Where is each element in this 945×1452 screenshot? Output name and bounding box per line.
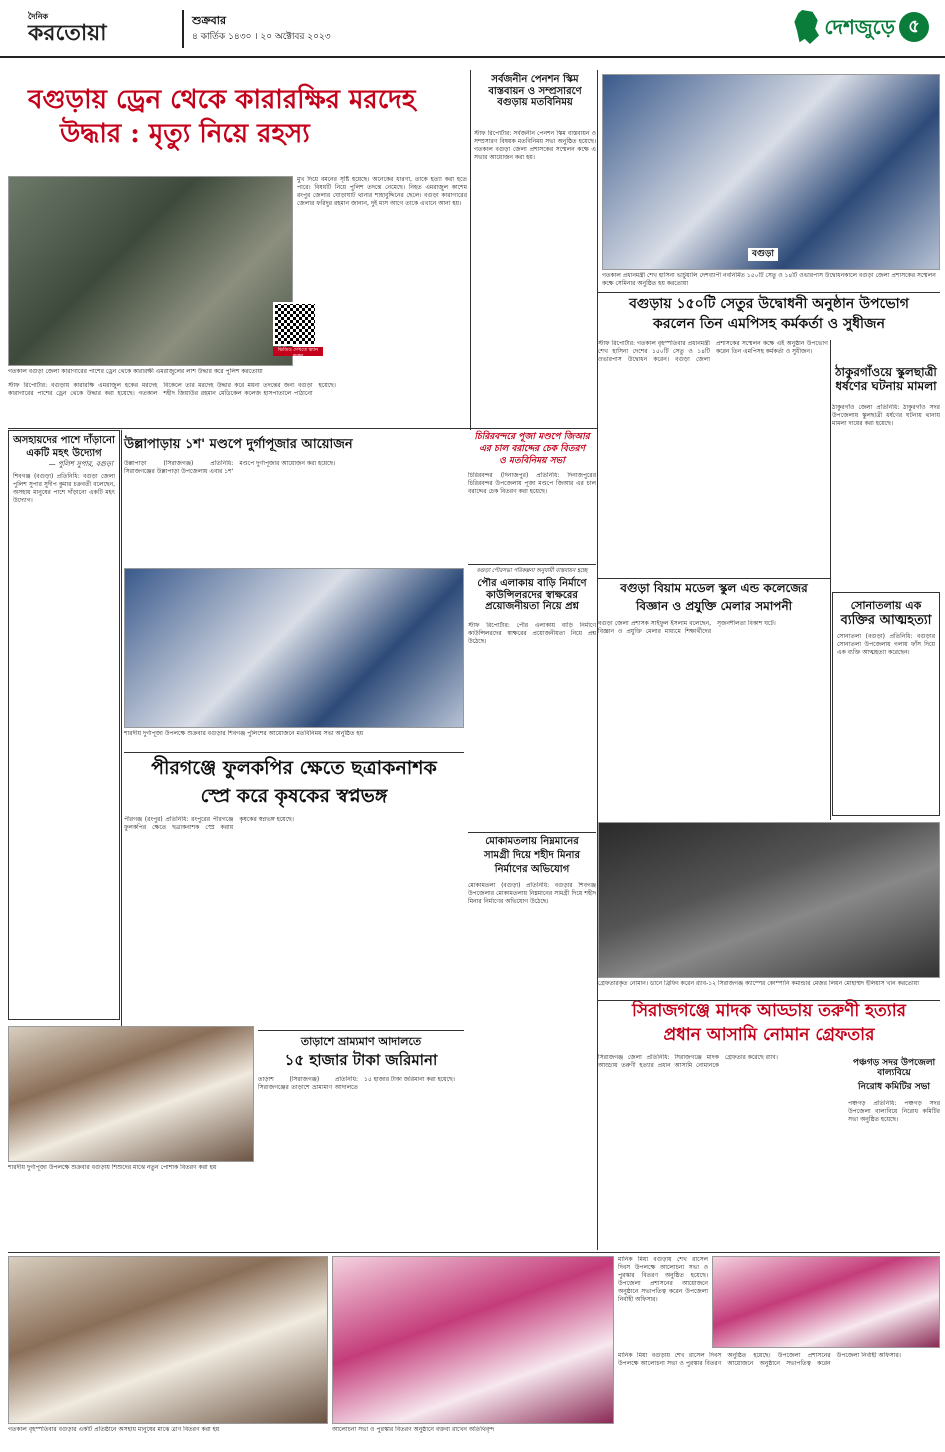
helpless-byline: — পুলিশ সুপার, বগুড়া <box>48 460 113 468</box>
paper-small-label: দৈনিক <box>28 12 49 21</box>
column-rule <box>470 70 471 430</box>
sirajganj-headline-1: সিরাজগঞ্জে মাদক আড্ডায় তরুণী হত্যার <box>631 1001 907 1021</box>
row-rule <box>598 292 940 293</box>
science-headline-2: বিজ্ঞান ও প্রযুক্তি মেলার সমাপনী <box>635 599 793 613</box>
science-body: বগুড়া জেলা প্রশাসক সাইফুল ইসলাম বলেছেন, বিজ্ঞান ও প্রযুক্তি মেলার মাধ্যমে শিক্ষার্থীদের সৃজনশীলতা বিকাশ ঘটে। <box>598 620 776 636</box>
row-rule <box>468 832 596 833</box>
lead-photo <box>8 176 293 366</box>
seminar-photo-caption: আলোচনা সভা ও পুরস্কার বিতরণ অনুষ্ঠানে বক্তব্য রাখেন অতিথিবৃন্দ <box>332 1426 495 1433</box>
sonatola-box <box>832 592 940 816</box>
thakurgaon-body: ঠাকুরগাঁও জেলা প্রতিনিধি: ঠাকুরগাঁও সদর উপজেলায় স্কুলছাত্রী ধর্ষণের ঘটনায় থানায় মামলা দায়ের করা হয়েছে। <box>832 404 940 428</box>
row-rule <box>468 564 596 565</box>
panchagarh-headline-2: নিরোধ কমিটির সভা <box>858 1082 930 1092</box>
mokamtola-headline-1: মোকামতলায় নিম্নমানের <box>485 836 579 847</box>
relief-photo-caption: গতকাল বৃহস্পতিবার বগুড়ার একটি প্রতিষ্ঠানে অসহায় মানুষের মাঝে ত্রাণ বিতরণ করা হয় <box>8 1426 220 1433</box>
rab-photo <box>598 822 940 978</box>
helpless-headline-1: অসহায়দের পাশে দাঁড়ানো <box>13 435 115 446</box>
masthead <box>0 0 945 58</box>
sonatola-headline-2: ব্যক্তির আত্মহত্যা <box>840 612 932 628</box>
tarash-body: তাড়াশ (সিরাজগঞ্জ) প্রতিনিধি: সিরাজগঞ্জের তাড়াশে ভ্রাম্যমাণ আদালতে ১৫ হাজার টাকা জরিমানা করা হয়েছে। <box>258 1076 455 1092</box>
tarash-headline-1: তাড়াশে ভ্রাম্যমাণ আদালতে <box>300 1035 422 1048</box>
sonatola-headline-1: সোনাতলায় এক <box>850 599 922 612</box>
mokamtola-body: মোকামতলা (বগুড়া) প্রতিনিধি: বগুড়ার শিবগঞ্জ উপজেলার মোকামতলায় নিম্নমানের সামগ্রী দিয়ে শহীদ মিনার নির্মাণের অভিযোগ উঠেছে। <box>468 882 596 906</box>
mokamtola-headline-3: নির্মাণের অভিযোগ <box>494 864 570 875</box>
sharodiya-photo <box>124 568 464 728</box>
section-badge <box>794 10 929 44</box>
bridge-headline-2: করলেন তিন এমপিসহ কর্মকর্তা ও সুধীজন <box>653 316 885 332</box>
row-rule <box>8 1252 940 1253</box>
lead-photo-caption: গতকাল বগুড়া জেলা কারাগারের পাশের ড্রেন থেকে কারারক্ষী এমরাজুলের লাশ উদ্ধার করে পুলিশ করতোয়া <box>8 368 263 375</box>
relief-photo <box>8 1256 328 1424</box>
cauliflower-body: পীরগঞ্জ (রংপুর) প্রতিনিধি: রংপুরের পীরগঞ্জে ফুলকপির ক্ষেতে ছত্রাকনাশক স্প্রে করায় কৃষকের স্বপ্নভঙ্গ হয়েছে। <box>124 816 294 832</box>
lead-headline-2: উদ্ধার : মৃত্যু নিয়ে রহস্য <box>60 119 310 149</box>
row-rule <box>124 752 464 753</box>
lead-headline-1: বগুড়ায় ড্রেন থেকে কারারক্ষির মরদেহ <box>28 85 416 115</box>
row-rule <box>258 1030 464 1031</box>
paurashava-headline: পৌর এলাকায় বাড়ি নির্মাণে কাউন্সিলরদের স্বাক্ষরের প্রয়োজনীয়তা নিয়ে প্রশ্ন <box>477 578 587 612</box>
top-right-photo <box>602 74 940 270</box>
helpless-body: শিবগঞ্জ (বগুড়া) প্রতিনিধি: বগুড়া জেলা পুলিশ সুপার সুদীপ কুমার চক্রবর্তী বলেছেন, অসহায় মানুষের পাশে দাঁড়ানো একটি মহৎ উদ্যোগ। <box>13 472 115 505</box>
page-number: ৫ <box>899 12 929 42</box>
chirirbandar-headline-3: ও মতবিনিময় সভা <box>499 456 565 466</box>
cauliflower-headline-1: পীরগঞ্জে ফুলকপির ক্ষেতে ছত্রাকনাশক <box>151 757 437 779</box>
seminar-photo <box>332 1256 614 1424</box>
row-rule <box>8 428 597 429</box>
bottom-story-body: মানিক মিয়া বগুড়ায় শেখ রাসেল দিবস উপলক্ষে আলোচনা সভা ও পুরস্কার বিতরণ অনুষ্ঠিত হয়েছে। উপজেলা প্রশাসনের আয়োজনে অনুষ্ঠানে সভাপতিত্ব করেন উপজেলা নির্বাহী অফিসার। <box>618 1256 708 1304</box>
row-rule <box>598 1000 940 1001</box>
bangladesh-map-icon <box>794 10 820 44</box>
masthead-divider <box>182 10 184 48</box>
column-rule <box>121 430 122 1026</box>
sirajganj-body: সিরাজগঞ্জ জেলা প্রতিনিধি: সিরাজগঞ্জে মাদক আড্ডায় তরুণী হত্যার প্রধান আসামি নোমানকে গ্রেফতার করেছে র‌্যাব। <box>598 1054 778 1070</box>
lead-body: স্টাফ রিপোর্টার: বগুড়ায় কারারক্ষি এমরাজুল হকের মরদেহ কারাগারের পাশের ড্রেন থেকে উদ্ধার করা হয়েছে। গতকাল বিকেলে তার মরদেহ উদ্ধার করে ময়না তদন্তের জন্য বগুড়া শহীদ জিয়াউর রহমান মেডিকেল কলেজ হাসপাতালে পাঠানো হয়েছে। <box>8 382 336 398</box>
chirirbandar-body: চিরিরবন্দর (দিনাজপুর) প্রতিনিধি: দিনাজপুরের চিরিরবন্দর উপজেলায় পূজা মণ্ডপে জিআর এর চাল বরাদ্দের চেক বিতরণ করা হয়েছে। <box>468 472 596 496</box>
award-photo <box>712 1256 940 1348</box>
children-photo-caption: শারদীয় দুর্গাপূজা উপলক্ষে শুক্রবার বগুড়ায় শিশুদের মাঝে নতুন পোশাক বিতরণ করা হয় <box>8 1164 217 1171</box>
paurashava-kicker: বগুড়া পৌরসভা পরিকল্পনা অনুযায়ী বাস্তবায়ন হচ্ছে <box>476 568 588 574</box>
paurashava-body: স্টাফ রিপোর্টার: পৌর এলাকায় বাড়ি নির্মাণে কাউন্সিলরদের স্বাক্ষরের প্রয়োজনীয়তা নিয়ে প্রশ্ন উঠেছে। <box>468 622 596 646</box>
qr-label: ভিডিও দেখতে স্ক্যান করুন <box>273 347 323 356</box>
helpless-box <box>8 430 120 1020</box>
durga-body: উল্লাপাড়া (সিরাজগঞ্জ) প্রতিনিধি: সিরাজগঞ্জের উল্লাপাড়া উপজেলায় এবার ১শ' মণ্ডপে দুর্গাপূজার আয়োজন করা হয়েছে। <box>124 460 336 476</box>
issue-date: ৪ কার্তিক ১৪৩০ । ২০ অক্টোবর ২০২৩ <box>192 32 331 42</box>
sharodiya-caption: শারদীয় দুর্গাপূজা উপলক্ষে শুক্রবার বগুড়ার শিবগঞ্জ পুলিশের আয়োজনে মতবিনিময় সভা অনুষ্ঠিত হয় <box>124 730 364 737</box>
sonatola-body: সোনাতলা (বগুড়া) প্রতিনিধি: বগুড়ার সোনাতলা উপজেলায় গলায় ফাঁস দিয়ে এক ব্যক্তি আত্মহত্যা করেছেন। <box>837 633 935 657</box>
panchagarh-body: পঞ্চগড় প্রতিনিধি: পঞ্চগড় সদর উপজেলা বাল্যবিয়ে নিরোধ কমিটির সভা অনুষ্ঠিত হয়েছে। <box>848 1100 940 1124</box>
durga-headline: উল্লাপাড়ায় ১শ' মণ্ডপে দুর্গাপূজার আয়োজন <box>124 437 353 452</box>
issue-day: শুক্রবার <box>192 14 227 27</box>
pension-headline: সর্বজনীন পেনশন স্কিম বাস্তবায়ন ও সম্প্রসারণে বগুড়ায় মতবিনিময় <box>488 74 582 108</box>
children-photo <box>8 1026 254 1162</box>
lead-body-top: মুখ দিয়ে বমনের সৃষ্টি হয়েছে। অনেকের ধারণা, তাকে হত্যা করা হতে পারে। বিষয়টি নিয়ে পুলিশ তদন্তে নেমেছে। নিহত এমরাজুল কাশেম রংপুর জেলার ঘোড়াঘাট থানার শাহাবুদ্দিনের ছেলে। বগুড়া কারাগারের জেলার ফরিদুর রহমান জানান, দুই মাস আগে তাকে এখানে আনা হয়। <box>297 176 467 208</box>
helpless-headline-2: একটি মহৎ উদ্যোগ <box>26 447 102 459</box>
column-rule <box>597 70 598 1250</box>
thakurgaon-headline: ঠাকুরগাঁওয়ে স্কুলছাত্রী ধর্ষণের ঘটনায় মামলা <box>835 365 937 393</box>
sirajganj-headline-2: প্রধান আসামি নোমান গ্রেফতার <box>663 1025 875 1045</box>
paper-logo: করতোয়া <box>28 20 107 46</box>
row-rule <box>598 578 830 579</box>
column-rule <box>830 340 831 820</box>
chirirbandar-headline-2: এর চাল বরাদ্দের চেক বিতরণ <box>479 444 585 454</box>
tarash-headline-2: ১৫ হাজার টাকা জরিমানা <box>284 1051 438 1069</box>
bridge-body: স্টাফ রিপোর্টার: গতকাল বৃহস্পতিবার প্রধানমন্ত্রী শেখ হাসিনা দেশের ১৫০টি সেতু ও ১৪টি ওভারপাস উদ্বোধন করেন। বগুড়া জেলা প্রশাসকের সম্মেলন কক্ষে এই অনুষ্ঠান উপভোগ করেন তিন এমপিসহ কর্মকর্তা ও সুধীজন। <box>598 340 828 364</box>
top-photo-caption: গতকাল প্রধানমন্ত্রী শেখ হাসিনা ভার্চুয়ালি দেশব্যাপী নবনির্মিত ১৫০টি সেতু ও ১৪টি ওভারপাস উদ্বোধনকালে বগুড়া জেলা প্রশাসকের সম্মেলন কক্ষে সেমিনার অনুষ্ঠিত হয় করতোয়া <box>602 272 936 287</box>
mokamtola-headline-2: সামগ্রী দিয়ে শহীদ মিনার <box>484 850 580 861</box>
pension-body: স্টাফ রিপোর্টার: সর্বজনীন পেনশন স্কিম বাস্তবায়ন ও সম্প্রসারণ বিষয়ক মতবিনিময় সভা অনুষ্ঠিত হয়েছে। গতকাল বগুড়া জেলা প্রশাসকের সম্মেলন কক্ষে এ সভার আয়োজন করা হয়। <box>474 130 596 162</box>
bottom-story-continued: মানিক মিয়া বগুড়ায় শেখ রাসেল দিবস উপলক্ষে আলোচনা সভা ও পুরস্কার বিতরণ অনুষ্ঠিত হয়েছে। উপজেলা প্রশাসনের আয়োজনে অনুষ্ঠানে সভাপতিত্ব করেন উপজেলা নির্বাহী অফিসার। <box>618 1352 901 1368</box>
chirirbandar-headline-1: চিরিরবন্দরে পূজা মণ্ডপে জিআর <box>474 432 590 442</box>
panchagarh-headline-1: পঞ্চগড় সদর উপজেলা বাল্যবিয়ে <box>852 1058 936 1079</box>
section-name: দেশজুড়ে <box>824 14 895 39</box>
photo-location-tag: বগুড়া <box>748 248 778 261</box>
rab-photo-caption: গ্রেফতারকৃত নোমান। ডানে ব্রিফিং করেন র‌্যাব-১২ সিরাজগঞ্জ ক্যাম্পের কোম্পানি কমান্ডার মেজর লিয়ন মোহাম্মদ ইলিয়াস খান করতোয়া <box>598 980 920 987</box>
cauliflower-headline-2: স্প্রে করে কৃষকের স্বপ্নভঙ্গ <box>200 785 388 807</box>
bridge-headline-1: বগুড়ায় ১৫০টি সেতুর উদ্বোধনী অনুষ্ঠান উপভোগ <box>629 296 909 312</box>
science-headline-1: বগুড়া বিয়াম মডেল স্কুল এন্ড কলেজের <box>620 581 808 595</box>
